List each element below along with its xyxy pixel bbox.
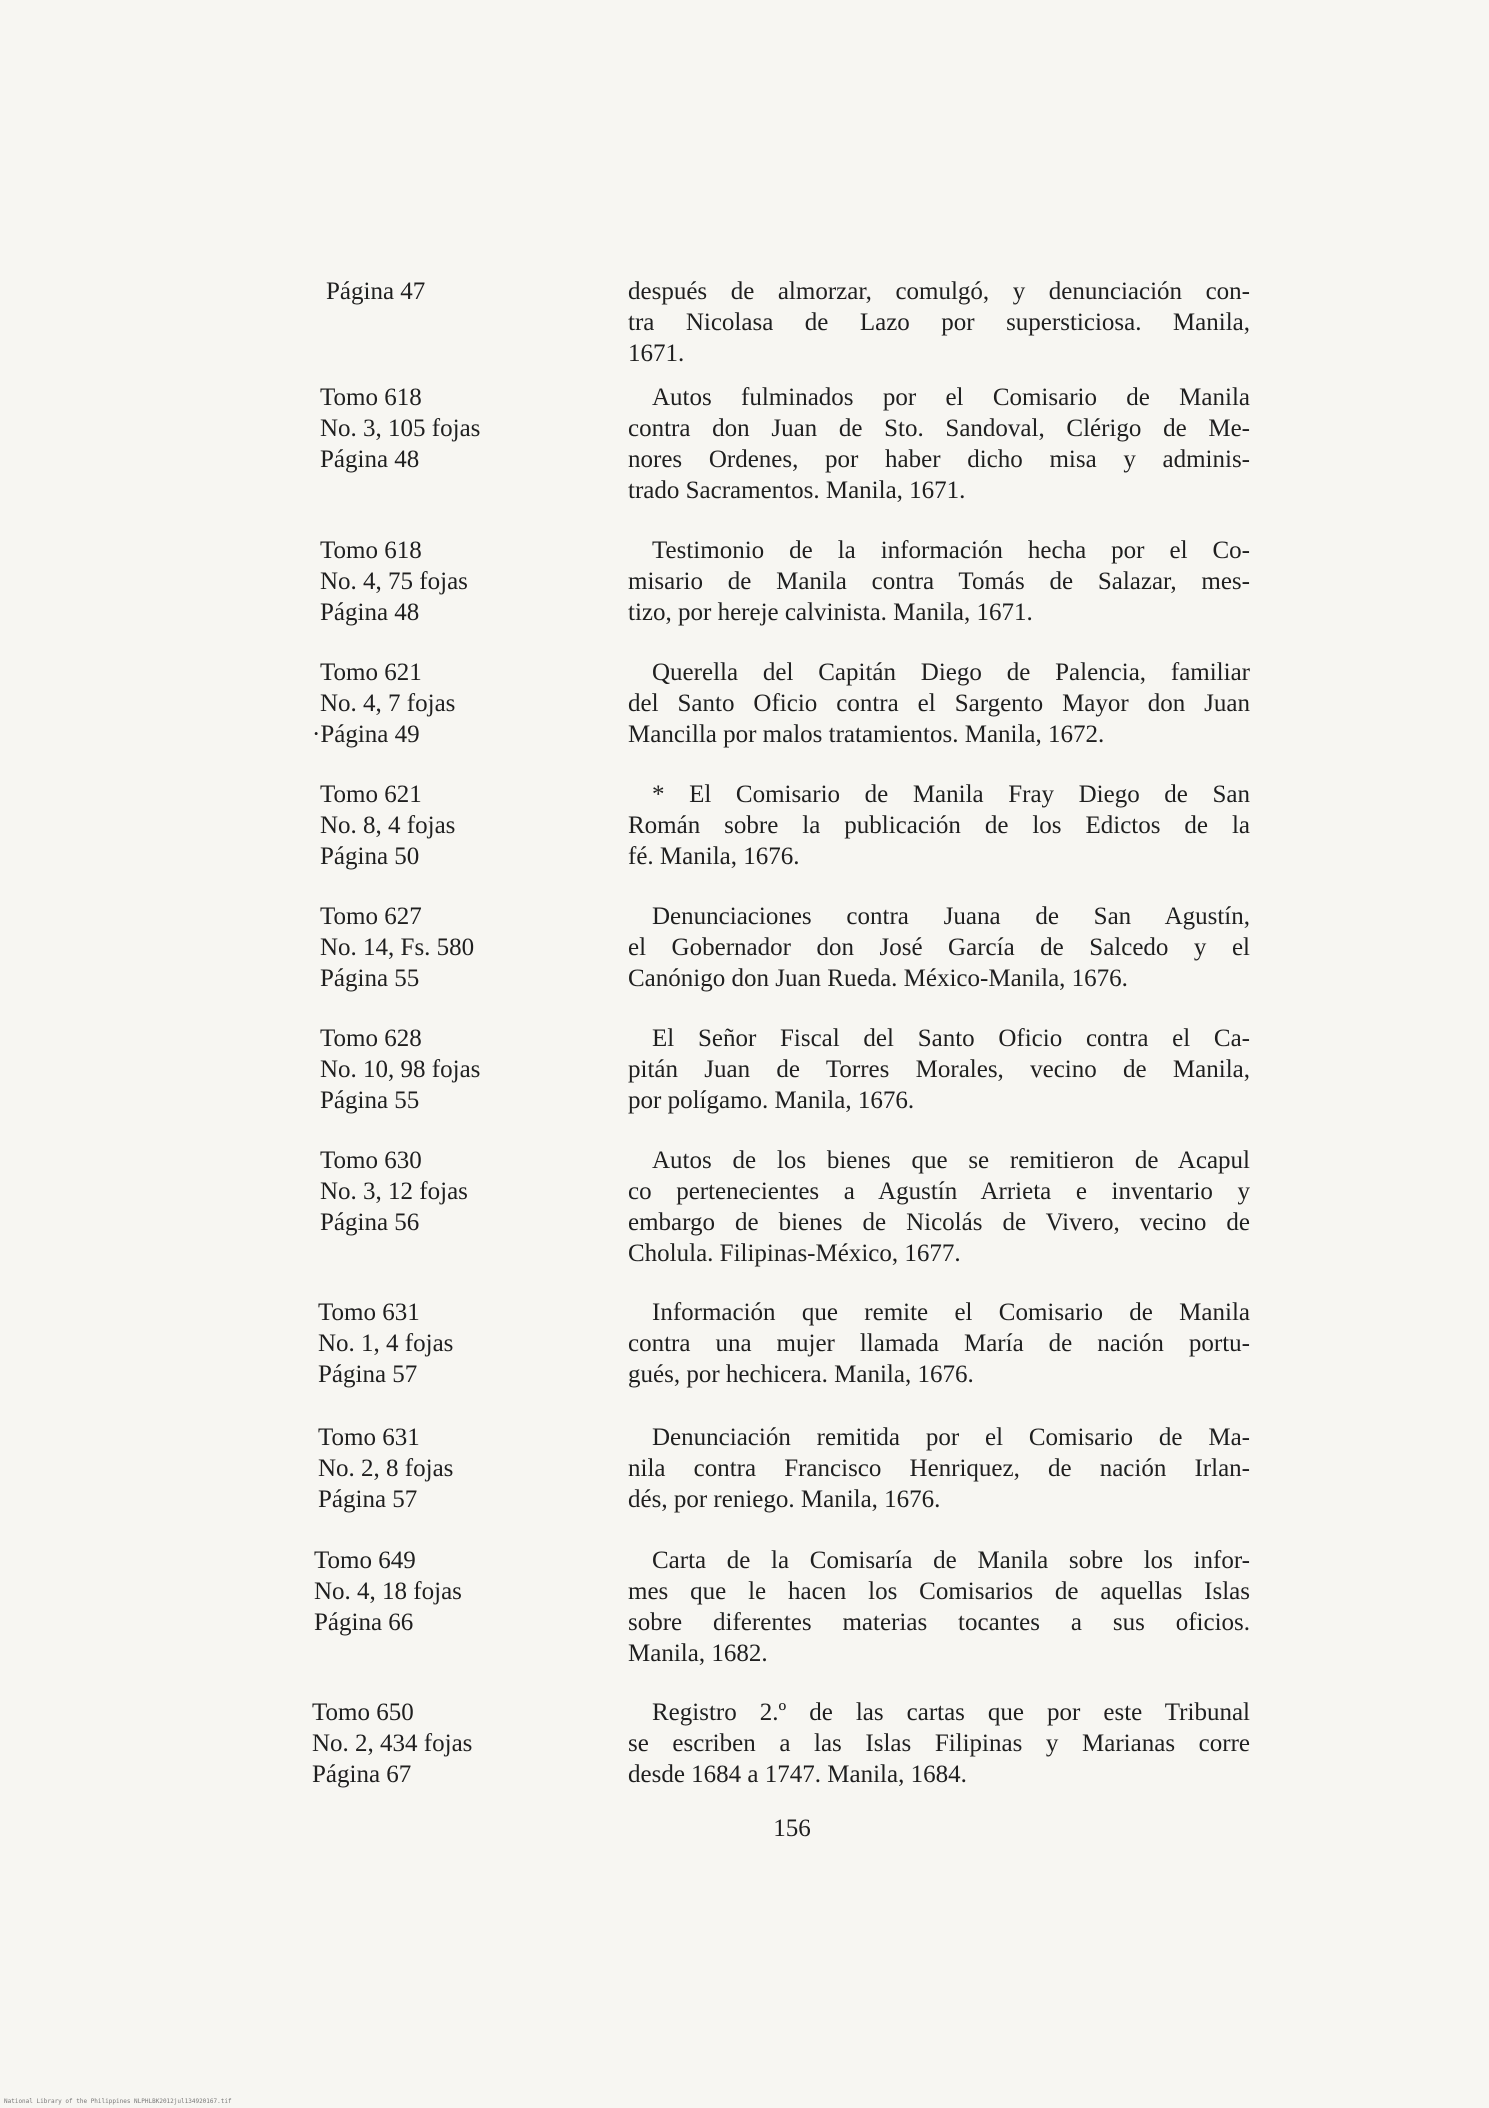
description-line: 1671. bbox=[628, 340, 685, 367]
description-line: sobre diferentes materias tocantes a sus oficios. bbox=[628, 1609, 1250, 1636]
entry-reference bbox=[312, 1697, 582, 1790]
entry-reference bbox=[318, 1297, 588, 1390]
description-line: gués, por hechicera. Manila, 1676. bbox=[628, 1361, 974, 1388]
entry-description bbox=[628, 1297, 1250, 1390]
description-line: Cholula. Filipinas-México, 1677. bbox=[628, 1240, 961, 1267]
description-line: Autos de los bienes que se remitieron de Acapul bbox=[652, 1147, 1250, 1174]
description-line: fé. Manila, 1676. bbox=[628, 843, 800, 870]
description-line: nila contra Francisco Henriquez, de nación Irlan- bbox=[628, 1455, 1250, 1482]
description-line: Román sobre la publicación de los Edictos de la bbox=[628, 812, 1250, 839]
description-line: Información que remite el Comisario de Manila bbox=[652, 1299, 1250, 1326]
reference-line: Página 47 bbox=[326, 278, 426, 305]
reference-line: Página 55 bbox=[320, 965, 420, 992]
description-line: contra don Juan de Sto. Sandoval, Clérigo de Me- bbox=[628, 415, 1250, 442]
reference-line: ·Página 49 bbox=[312, 721, 420, 748]
entry-reference bbox=[320, 1145, 590, 1238]
description-line: después de almorzar, comulgó, y denunciación con- bbox=[628, 278, 1250, 305]
description-line: por polígamo. Manila, 1676. bbox=[628, 1087, 915, 1114]
reference-line: No. 3, 12 fojas bbox=[320, 1178, 468, 1205]
description-line: Querella del Capitán Diego de Palencia, familiar bbox=[652, 659, 1250, 686]
description-line: pitán Juan de Torres Morales, vecino de Manila, bbox=[628, 1056, 1250, 1083]
entry-reference bbox=[320, 1023, 590, 1116]
entry-reference bbox=[320, 901, 590, 994]
entry-description bbox=[628, 779, 1250, 872]
description-line: * El Comisario de Manila Fray Diego de San bbox=[652, 781, 1250, 808]
reference-line: No. 2, 434 fojas bbox=[312, 1730, 473, 1757]
description-line: Testimonio de la información hecha por el Co- bbox=[652, 537, 1250, 564]
reference-line: No. 8, 4 fojas bbox=[320, 812, 456, 839]
reference-line: No. 4, 7 fojas bbox=[320, 690, 456, 717]
entry-reference bbox=[326, 276, 596, 307]
page-number-text: 156 bbox=[773, 1815, 811, 1842]
entry-reference bbox=[320, 535, 590, 628]
description-line: Canónigo don Juan Rueda. México-Manila, 1676. bbox=[628, 965, 1128, 992]
description-line: tra Nicolasa de Lazo por supersticiosa. Manila, bbox=[628, 309, 1250, 336]
entry-description bbox=[628, 276, 1250, 369]
reference-line: Tomo 628 bbox=[320, 1025, 422, 1052]
reference-line: Página 55 bbox=[320, 1087, 420, 1114]
reference-line: Tomo 627 bbox=[320, 903, 422, 930]
reference-line: No. 14, Fs. 580 bbox=[320, 934, 475, 961]
reference-line: Tomo 650 bbox=[312, 1699, 414, 1726]
reference-line: No. 10, 98 fojas bbox=[320, 1056, 481, 1083]
description-line: misario de Manila contra Tomás de Salazar, mes- bbox=[628, 568, 1250, 595]
description-line: nores Ordenes, por haber dicho misa y adminis- bbox=[628, 446, 1250, 473]
description-line: contra una mujer llamada María de nación portu- bbox=[628, 1330, 1250, 1357]
description-line: se escriben a las Islas Filipinas y Marianas corre bbox=[628, 1730, 1250, 1757]
entry-reference bbox=[312, 657, 590, 750]
description-line: mes que le hacen los Comisarios de aquellas Islas bbox=[628, 1578, 1250, 1605]
reference-line: Tomo 631 bbox=[318, 1424, 420, 1451]
reference-line: Tomo 630 bbox=[320, 1147, 422, 1174]
reference-line: Página 57 bbox=[318, 1361, 418, 1388]
entry-description bbox=[628, 1023, 1250, 1116]
reference-line: Página 50 bbox=[320, 843, 420, 870]
description-line: trado Sacramentos. Manila, 1671. bbox=[628, 477, 966, 504]
description-line: tizo, por hereje calvinista. Manila, 1671. bbox=[628, 599, 1033, 626]
reference-line: No. 4, 75 fojas bbox=[320, 568, 468, 595]
entry-reference bbox=[320, 382, 590, 475]
reference-line: Página 67 bbox=[312, 1761, 412, 1788]
description-line: Registro 2.º de las cartas que por este Tribunal bbox=[652, 1699, 1250, 1726]
entry-description bbox=[628, 382, 1250, 506]
entry-description bbox=[628, 901, 1250, 994]
description-line: Denunciación remitida por el Comisario de Ma- bbox=[652, 1424, 1250, 1451]
reference-line: Tomo 621 bbox=[320, 659, 422, 686]
reference-line: Página 48 bbox=[320, 446, 420, 473]
reference-line: No. 1, 4 fojas bbox=[318, 1330, 454, 1357]
reference-line: No. 2, 8 fojas bbox=[318, 1455, 454, 1482]
description-line: el Gobernador don José García de Salcedo y el bbox=[628, 934, 1250, 961]
description-line: El Señor Fiscal del Santo Oficio contra el Ca- bbox=[652, 1025, 1250, 1052]
description-line: co pertenecientes a Agustín Arrieta e inventario y bbox=[628, 1178, 1250, 1205]
reference-line: No. 3, 105 fojas bbox=[320, 415, 481, 442]
entry-description bbox=[628, 1697, 1250, 1790]
reference-line: Página 48 bbox=[320, 599, 420, 626]
reference-line: Página 66 bbox=[314, 1609, 414, 1636]
description-line: Carta de la Comisaría de Manila sobre los infor- bbox=[652, 1547, 1250, 1574]
reference-line: Tomo 618 bbox=[320, 537, 422, 564]
description-line: Denunciaciones contra Juana de San Agustín, bbox=[652, 903, 1250, 930]
description-line: Autos fulminados por el Comisario de Manila bbox=[652, 384, 1250, 411]
page-number bbox=[0, 1815, 1489, 1843]
entry-description bbox=[628, 1545, 1250, 1669]
reference-line: Tomo 621 bbox=[320, 781, 422, 808]
description-line: desde 1684 a 1747. Manila, 1684. bbox=[628, 1761, 967, 1788]
entry-description bbox=[628, 535, 1250, 628]
entry-description bbox=[628, 657, 1250, 750]
description-line: Mancilla por malos tratamientos. Manila, 1672. bbox=[628, 721, 1105, 748]
entry-reference bbox=[314, 1545, 584, 1638]
entry-description bbox=[628, 1145, 1250, 1269]
scan-footer: National Library of the Philippines NLPHLBK2012jul134920167.tif bbox=[4, 2098, 232, 2105]
reference-line: Tomo 631 bbox=[318, 1299, 420, 1326]
description-line: del Santo Oficio contra el Sargento Mayor don Juan bbox=[628, 690, 1250, 717]
description-line: dés, por reniego. Manila, 1676. bbox=[628, 1486, 941, 1513]
entry-reference bbox=[318, 1422, 588, 1515]
reference-line: Página 56 bbox=[320, 1209, 420, 1236]
description-line: embargo de bienes de Nicolás de Vivero, vecino de bbox=[628, 1209, 1250, 1236]
entry-reference bbox=[320, 779, 590, 872]
reference-line: Página 57 bbox=[318, 1486, 418, 1513]
description-line: Manila, 1682. bbox=[628, 1640, 768, 1667]
entry-description bbox=[628, 1422, 1250, 1515]
reference-line: Tomo 618 bbox=[320, 384, 422, 411]
reference-line: No. 4, 18 fojas bbox=[314, 1578, 462, 1605]
reference-line: Tomo 649 bbox=[314, 1547, 416, 1574]
